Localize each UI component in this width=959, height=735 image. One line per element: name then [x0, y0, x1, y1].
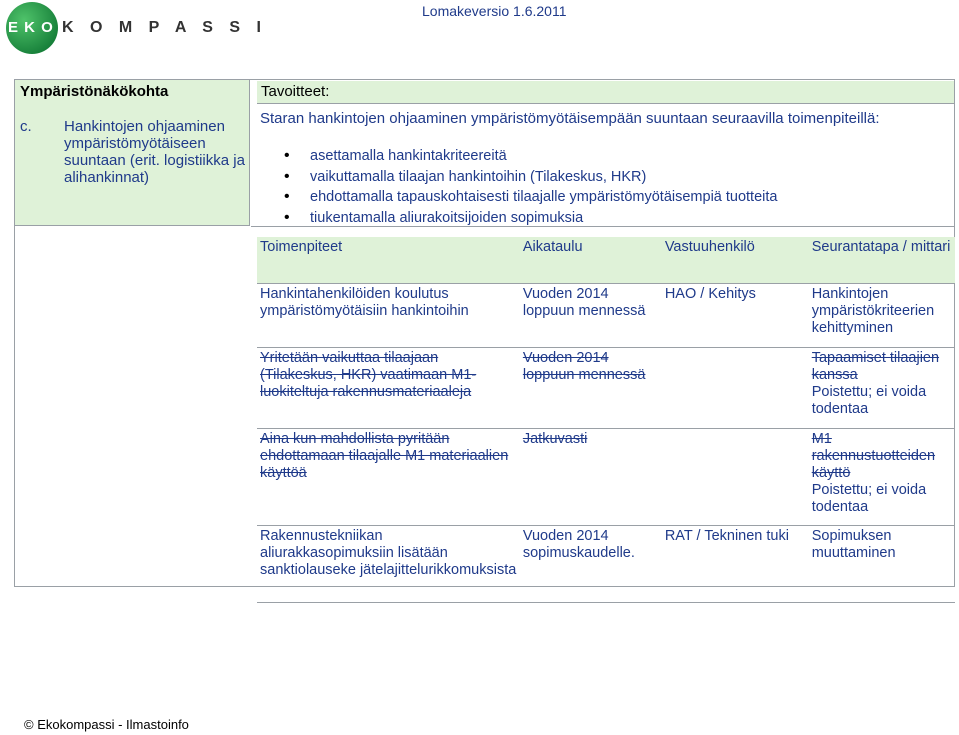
ekokompassi-logo: [6, 2, 267, 58]
cell-action: Rakennustekniikan aliurakkasopimuksiin lisätään sanktiolauseke jätelajittelurikkomuksista: [257, 526, 520, 603]
goals-list-item: • asettamalla hankintakriteereitä: [284, 146, 777, 167]
table-row: [257, 284, 955, 348]
cell-responsible: RAT / Tekninen tuki: [662, 526, 809, 603]
cell-schedule: Vuoden 2014 sopimuskaudelle.: [520, 526, 662, 603]
cell-monitoring: Sopimuksen muuttaminen: [809, 526, 955, 603]
cell-action: Yritetään vaikuttaa tilaajaan (Tilakeskus, HKR) vaatimaan M1-luokiteltuja rakennusmateriaaleja: [257, 348, 520, 429]
goals-list-item: • tiukentamalla aliurakoitsijoiden sopimuksia: [284, 208, 777, 229]
goals-list: [284, 146, 777, 228]
monitoring-text: M1 rakennustuotteiden käyttö: [811, 431, 936, 481]
cell-responsible: [662, 429, 809, 526]
form-version: Lomakeversio 1.6.2011: [422, 3, 567, 19]
header-responsible: Vastuuhenkilö: [662, 237, 809, 284]
goals-intro: Staran hankintojen ohjaaminen ympäristömyötäisempään suuntaan seuraavilla toimenpiteillä:: [260, 110, 880, 127]
cell-action: Hankintahenkilöiden koulutus ympäristömyötäisiin hankintoihin: [257, 284, 520, 348]
header-monitoring: Seurantatapa / mittari: [809, 237, 955, 284]
cell-schedule: Vuoden 2014 loppuun mennessä: [520, 348, 662, 429]
table-row: [257, 429, 955, 526]
goals-list-item: • vaikuttamalla tilaajan hankintoihin (Tilakeskus, HKR): [284, 167, 777, 188]
cell-monitoring: [809, 348, 955, 429]
footer-copyright: © Ekokompassi - Ilmastoinfo: [24, 717, 189, 732]
aspect-title: Ympäristönäkökohta: [20, 83, 169, 100]
table-row: [257, 348, 955, 429]
cell-responsible: [662, 348, 809, 429]
logo-kompassi-text: K O M P A S S I: [62, 19, 267, 36]
cell-action: Aina kun mahdollista pyritään ehdottamaan tilaajalle M1 materiaalien käyttöä: [257, 429, 520, 526]
aspect-number: c.: [20, 118, 32, 135]
monitoring-note: Poistettu; ei voida todentaa: [811, 384, 927, 417]
cell-responsible: HAO / Kehitys: [662, 284, 809, 348]
cell-schedule: Jatkuvasti: [520, 429, 662, 526]
monitoring-text: Tapaamiset tilaajien kanssa: [811, 350, 940, 383]
cell-monitoring: [809, 429, 955, 526]
logo-eko-text: E K O: [8, 19, 54, 36]
cell-monitoring: Hankintojen ympäristökriteerien kehittyminen: [809, 284, 955, 348]
aspect-subtitle-text: Hankintojen ohjaaminen ympäristömyötäiseen suuntaan (erit. logistiikka ja alihankinnat): [64, 118, 245, 186]
monitoring-note: Poistettu; ei voida todentaa: [811, 482, 927, 515]
cell-schedule: Vuoden 2014 loppuun mennessä: [520, 284, 662, 348]
aspect-subtitle: [20, 118, 254, 186]
goals-list-item: • ehdottamalla tapauskohtaisesti tilaajalle ympäristömyötäisempiä tuotteita: [284, 187, 777, 208]
goals-heading: Tavoitteet:: [257, 81, 954, 104]
header-actions: Toimenpiteet: [257, 237, 520, 284]
actions-table: [257, 237, 955, 603]
table-row: [257, 526, 955, 603]
aspect-column: [15, 80, 250, 226]
header-schedule: Aikataulu: [520, 237, 662, 284]
table-header-row: [257, 237, 955, 284]
